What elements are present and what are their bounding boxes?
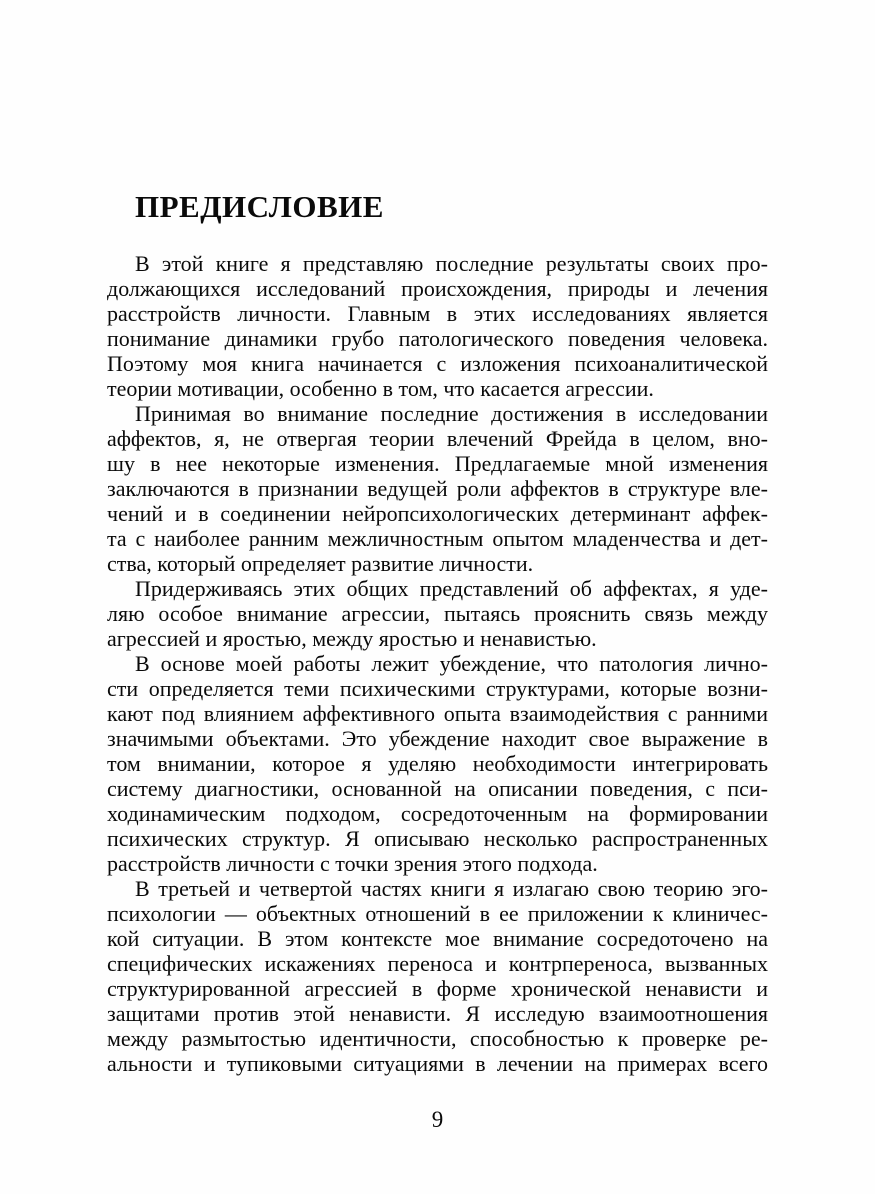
- text-line: систему диагностики, основанной на описании поведения, с пси-: [107, 776, 768, 801]
- text-line: психических структур. Я описываю несколько распространенных: [107, 826, 768, 851]
- text-line: заключаются в признании ведущей роли аффектов в структуре вле-: [107, 476, 768, 501]
- text-line: ляю особое внимание агрессии, пытаясь прояснить связь между: [107, 601, 768, 626]
- text-line: кают под влиянием аффективного опыта взаимодействия с ранними: [107, 701, 768, 726]
- text-line: шу в нее некоторые изменения. Предлагаемые мной изменения: [107, 451, 768, 476]
- text-line: В третьей и четвертой частях книги я излагаю свою теорию эго-: [135, 876, 768, 901]
- text-line: сти определяется теми психическими структурами, которые возни-: [107, 676, 768, 701]
- text-line: расстройств личности. Главным в этих исследованиях является: [107, 301, 768, 326]
- text-line: ства, который определяет развитие личности.: [107, 551, 534, 576]
- text-line: понимание динамики грубо патологического поведения человека.: [107, 326, 768, 351]
- text-line: ходинамическим подходом, сосредоточенным на формировании: [107, 801, 768, 826]
- body-text: [107, 251, 768, 1076]
- text-line: Принимая во внимание последние достижения в исследовании: [135, 401, 768, 426]
- page-number: 9: [431, 1107, 444, 1132]
- text-line: Поэтому моя книга начинается с изложения психоаналитической: [107, 351, 768, 376]
- text-line: защитами против этой ненависти. Я исследую взаимоотношения: [107, 1001, 768, 1026]
- text-line: психологии — объектных отношений в ее приложении к клиничес-: [107, 901, 768, 926]
- text-line: специфических искажениях переноса и контрпереноса, вызванных: [107, 951, 768, 976]
- text-line: между размытостью идентичности, способностью к проверке ре-: [107, 1026, 768, 1051]
- text-line: Придерживаясь этих общих представлений об аффектах, я уде-: [135, 576, 768, 601]
- page-title: ПРЕДИСЛОВИЕ: [135, 189, 384, 224]
- text-line: агрессией и яростью, между яростью и ненавистью.: [107, 626, 597, 651]
- text-line: та с наиболее ранним межличностным опытом младенчества и дет-: [107, 526, 768, 551]
- text-line: структурированной агрессией в форме хронической ненависти и: [107, 976, 768, 1001]
- text-line: теории мотивации, особенно в том, что касается агрессии.: [107, 376, 654, 401]
- text-line: расстройств личности с точки зрения этого подхода.: [107, 851, 598, 876]
- text-line: чений и в соединении нейропсихологических детерминант аффек-: [107, 501, 768, 526]
- text-line: В основе моей работы лежит убеждение, что патология лично-: [135, 651, 768, 676]
- text-line: В этой книге я представляю последние результаты своих про-: [135, 251, 768, 276]
- text-line: аффектов, я, не отвергая теории влечений Фрейда в целом, вно-: [107, 426, 768, 451]
- text-line: кой ситуации. В этом контексте мое внимание сосредоточено на: [107, 926, 768, 951]
- text-line: значимыми объектами. Это убеждение находит свое выражение в: [107, 726, 768, 751]
- text-line: должающихся исследований происхождения, природы и лечения: [107, 276, 768, 301]
- text-line: том внимании, которое я уделяю необходимости интегрировать: [107, 751, 768, 776]
- text-line: альности и тупиковыми ситуациями в лечении на примерах всего: [107, 1051, 768, 1076]
